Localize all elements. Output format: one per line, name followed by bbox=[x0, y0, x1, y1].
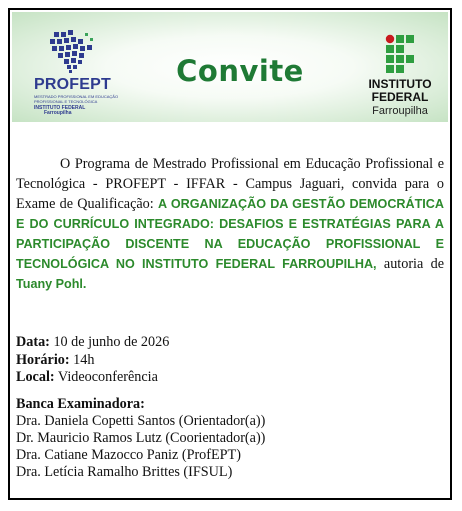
date-row bbox=[16, 334, 444, 352]
date-value: 10 de junho de 2026 bbox=[53, 334, 170, 350]
profept-institute: INSTITUTO FEDERAL bbox=[34, 105, 86, 111]
profept-logo bbox=[26, 30, 126, 116]
board-member: Dra. Letícia Ramalho Brittes (IFSUL) bbox=[16, 464, 233, 480]
time-label: Horário: bbox=[16, 351, 70, 368]
event-details bbox=[16, 334, 444, 387]
board-member: Dra. Catiane Mazocco Paniz (ProfEPT) bbox=[16, 447, 241, 463]
invitation-intro: O Programa de Mestrado Profissional em Educação Profissional e Tecnológica - PROFEPT - IFFAR - Campus Jaguari, convida para o Exame de Qualificação: bbox=[16, 156, 444, 212]
instituto-federal-logo bbox=[352, 34, 448, 120]
place-label: Local: bbox=[16, 369, 55, 385]
thesis-title: A ORGANIZAÇÃO DA GESTÃO DEMOCRÁTICA E DO CURRÍCULO INTEGRADO: DESAFIOS E ESTRATÉGIAS PARA A PARTICIPAÇÃO DISCENTE NA EDUCAÇÃO PROFISSIONAL E TECNOLÓGICA NO INSTITUTO FEDERAL FARROUPILHA, bbox=[16, 197, 444, 271]
date-label: Data: bbox=[16, 334, 50, 350]
if-grid-icon bbox=[385, 34, 415, 74]
profept-campus: Farroupilha bbox=[44, 110, 72, 116]
board-member: Dr. Mauricio Ramos Lutz (Coorientador(a)) bbox=[16, 430, 266, 446]
time-value: 14h bbox=[73, 351, 95, 368]
if-logo-line3: Farroupilha bbox=[372, 105, 428, 117]
time-row bbox=[16, 352, 444, 370]
place-value: Videoconferência bbox=[57, 369, 158, 385]
if-logo-line1: INSTITUTO bbox=[368, 77, 432, 91]
board-member: Dra. Daniela Copetti Santos (Orientador(a)) bbox=[16, 413, 266, 429]
authorship-text: autoria de bbox=[383, 256, 445, 272]
invitation-card bbox=[8, 8, 452, 500]
if-logo-line2: FEDERAL bbox=[371, 90, 429, 104]
brazil-map-icon bbox=[48, 30, 96, 74]
author-name: Tuany Pohl. bbox=[16, 277, 87, 291]
place-row bbox=[16, 369, 444, 387]
examining-board bbox=[16, 396, 444, 481]
profept-name: PROFEPT bbox=[34, 76, 111, 93]
page-title: Convite bbox=[176, 54, 304, 88]
header-banner bbox=[12, 12, 448, 122]
profept-tagline: MESTRADO PROFISSIONAL EM EDUCAÇÃO PROFISSIONAL E TECNOLÓGICA bbox=[34, 94, 119, 104]
board-title: Banca Examinadora: bbox=[16, 396, 145, 412]
invitation-paragraph bbox=[16, 154, 444, 294]
